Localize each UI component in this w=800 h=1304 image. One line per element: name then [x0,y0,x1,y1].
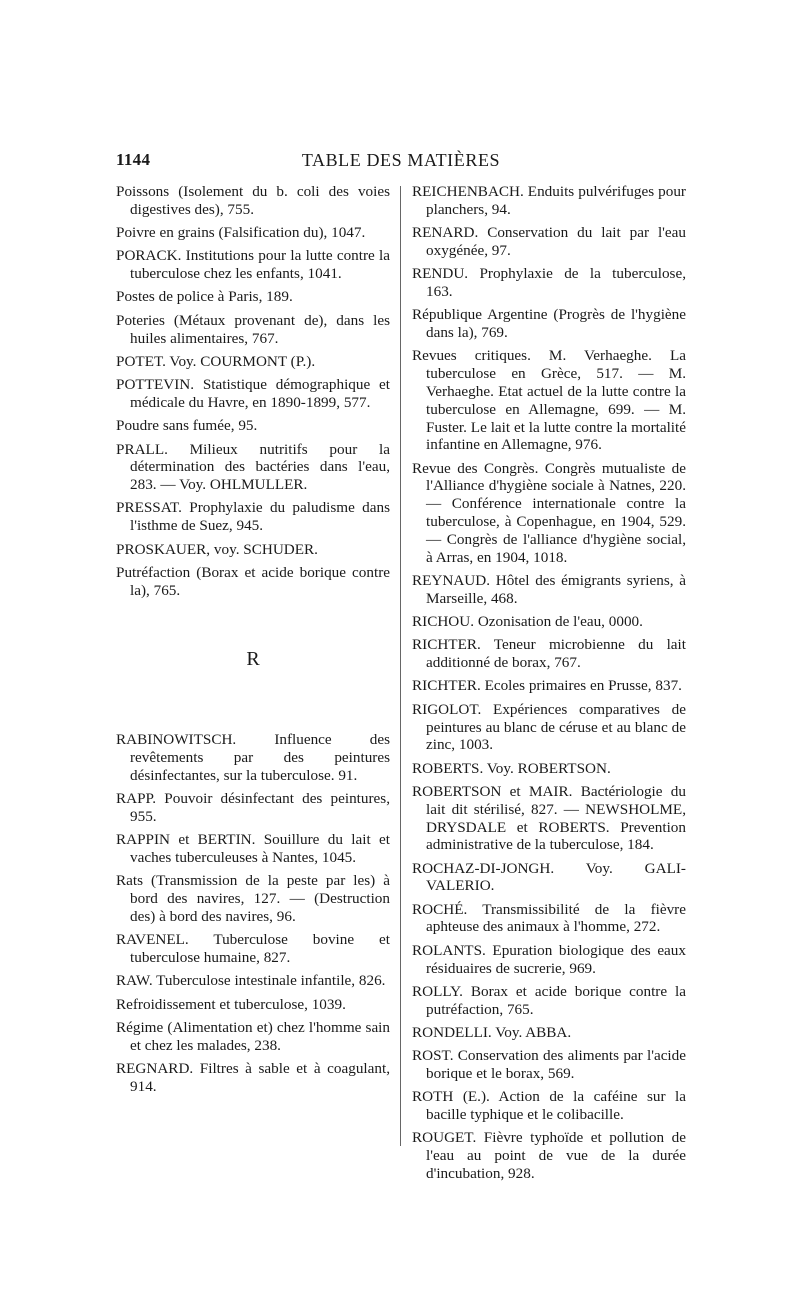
index-entry: RAPP. Pouvoir désinfectant des peintures, 955. [116,790,390,825]
index-entry: ROUGET. Fièvre typhoïde et pollution de l'eau au point de vue de la durée d'incubation, 928. [412,1129,686,1183]
section-letter: R [246,648,260,671]
index-entry: Poudre sans fumée, 95. [116,417,258,435]
index-entry: RICHTER. Ecoles primaires en Prusse, 837. [412,677,682,695]
index-entry: Refroidissement et tuberculose, 1039. [116,995,346,1013]
index-entry: ROTH (E.). Action de la caféine sur la bacille typhique et le colibacille. [412,1088,686,1124]
index-entry: REICHENBACH. Enduits pulvérifuges pour planchers, 94. [412,183,686,218]
running-title: TABLE DES MATIÈRES [301,150,501,170]
index-entry: RIGOLOT. Expériences comparatives de peintures au blanc de céruse et au blanc de zinc, 1003. [412,700,686,754]
index-entry: ROLANTS. Epuration biologique des eaux résiduaires de sucrerie, 969. [412,941,686,977]
index-entry: Poivre en grains (Falsification du), 1047. [116,224,366,242]
index-entry: ROCHÉ. Transmissibilité de la fièvre aphteuse des animaux à l'homme, 272. [412,900,686,936]
index-entry: RAW. Tuberculose intestinale infantile, 826. [116,972,386,990]
index-entry: POTTEVIN. Statistique démographique et médicale du Havre, en 1890-1899, 577. [116,376,390,411]
index-entry: ROCHAZ-DI-JONGH. Voy. GALI-VALERIO. [412,859,686,895]
index-entry: Poissons (Isolement du b. coli des voies digestives des), 755. [116,183,390,218]
index-entry: ROBERTS. Voy. ROBERTSON. [412,759,611,777]
index-entry: PROSKAUER, voy. SCHUDER. [116,540,318,558]
index-entry: RABINOWITSCH. Influence des revêtements par des peintures désinfectantes, sur la tuberculose. 91. [116,731,390,784]
index-entry: RONDELLI. Voy. ABBA. [412,1023,572,1041]
index-entry: Revue des Congrès. Congrès mutualiste de l'Alliance d'hygiène sociale à Natnes, 220. — Conférence internationale contre la tuberculose, à Copenhague, en 1904, 529. — Congrès de l'alliance d'hygiène social, à Arras, en 1904, 1018. [412,459,686,566]
index-entry: ROBERTSON et MAIR. Bactériologie du lait dit stérilisé, 827. — NEWSHOLME, DRYSDALE et ROBERTS. Prevention administrative de la tuberculose, 184. [412,782,686,854]
index-entry: PRESSAT. Prophylaxie du paludisme dans l'isthme de Suez, 945. [116,499,390,535]
index-entry: ROLLY. Borax et acide borique contre la putréfaction, 765. [412,982,686,1018]
column-divider [400,186,401,1146]
index-entry: REYNAUD. Hôtel des émigrants syriens, à Marseille, 468. [412,571,686,607]
index-entry: POTET. Voy. COURMONT (P.). [116,352,316,370]
index-entry: Postes de police à Paris, 189. [116,288,293,306]
index-entry: Poteries (Métaux provenant de), dans les huiles alimentaires, 767. [116,311,390,347]
index-entry: RENARD. Conservation du lait par l'eau oxygénée, 97. [412,224,686,259]
index-entry: PRALL. Milieux nutritifs pour la détermination des bactéries dans l'eau, 283. — Voy. OHLMULLER. [116,440,390,494]
index-entry: Régime (Alimentation et) chez l'homme sain et chez les malades, 238. [116,1018,390,1054]
index-entry: REGNARD. Filtres à sable et à coagulant, 914. [116,1059,390,1095]
index-column-left [116,183,390,1101]
index-entry: RENDU. Prophylaxie de la tuberculose, 163. [412,265,686,300]
index-entry: Revues critiques. M. Verhaeghe. La tuberculose en Grèce, 517. — M. Verhaeghe. Etat actuel de la lutte contre la tuberculose en Allemagne, 699. — M. Fuster. Le lait et la lutte contre la mortalité infantine en Allemagne, 976. [412,347,686,454]
page-header [116,150,686,176]
index-entry: PORACK. Institutions pour la lutte contre la tuberculose chez les enfants, 1041. [116,247,390,283]
index-column-right [412,183,686,1188]
page-number: 1144 [116,150,151,169]
index-entry: RICHOU. Ozonisation de l'eau, 0000. [412,613,643,631]
index-entry: Rats (Transmission de la peste par les) à bord des navires, 127. — (Destruction des) à bord des navires, 96. [116,872,390,925]
index-entry: République Argentine (Progrès de l'hygiène dans la), 769. [412,306,686,342]
index-entry: ROST. Conservation des aliments par l'acide borique et le borax, 569. [412,1047,686,1083]
index-entry: RICHTER. Teneur microbienne du lait additionné de borax, 767. [412,636,686,672]
index-entry: RAPPIN et BERTIN. Souillure du lait et vaches tuberculeuses à Nantes, 1045. [116,831,390,867]
index-entry: RAVENEL. Tuberculose bovine et tuberculose humaine, 827. [116,931,390,966]
index-entry: Putréfaction (Borax et acide borique contre la), 765. [116,563,390,599]
